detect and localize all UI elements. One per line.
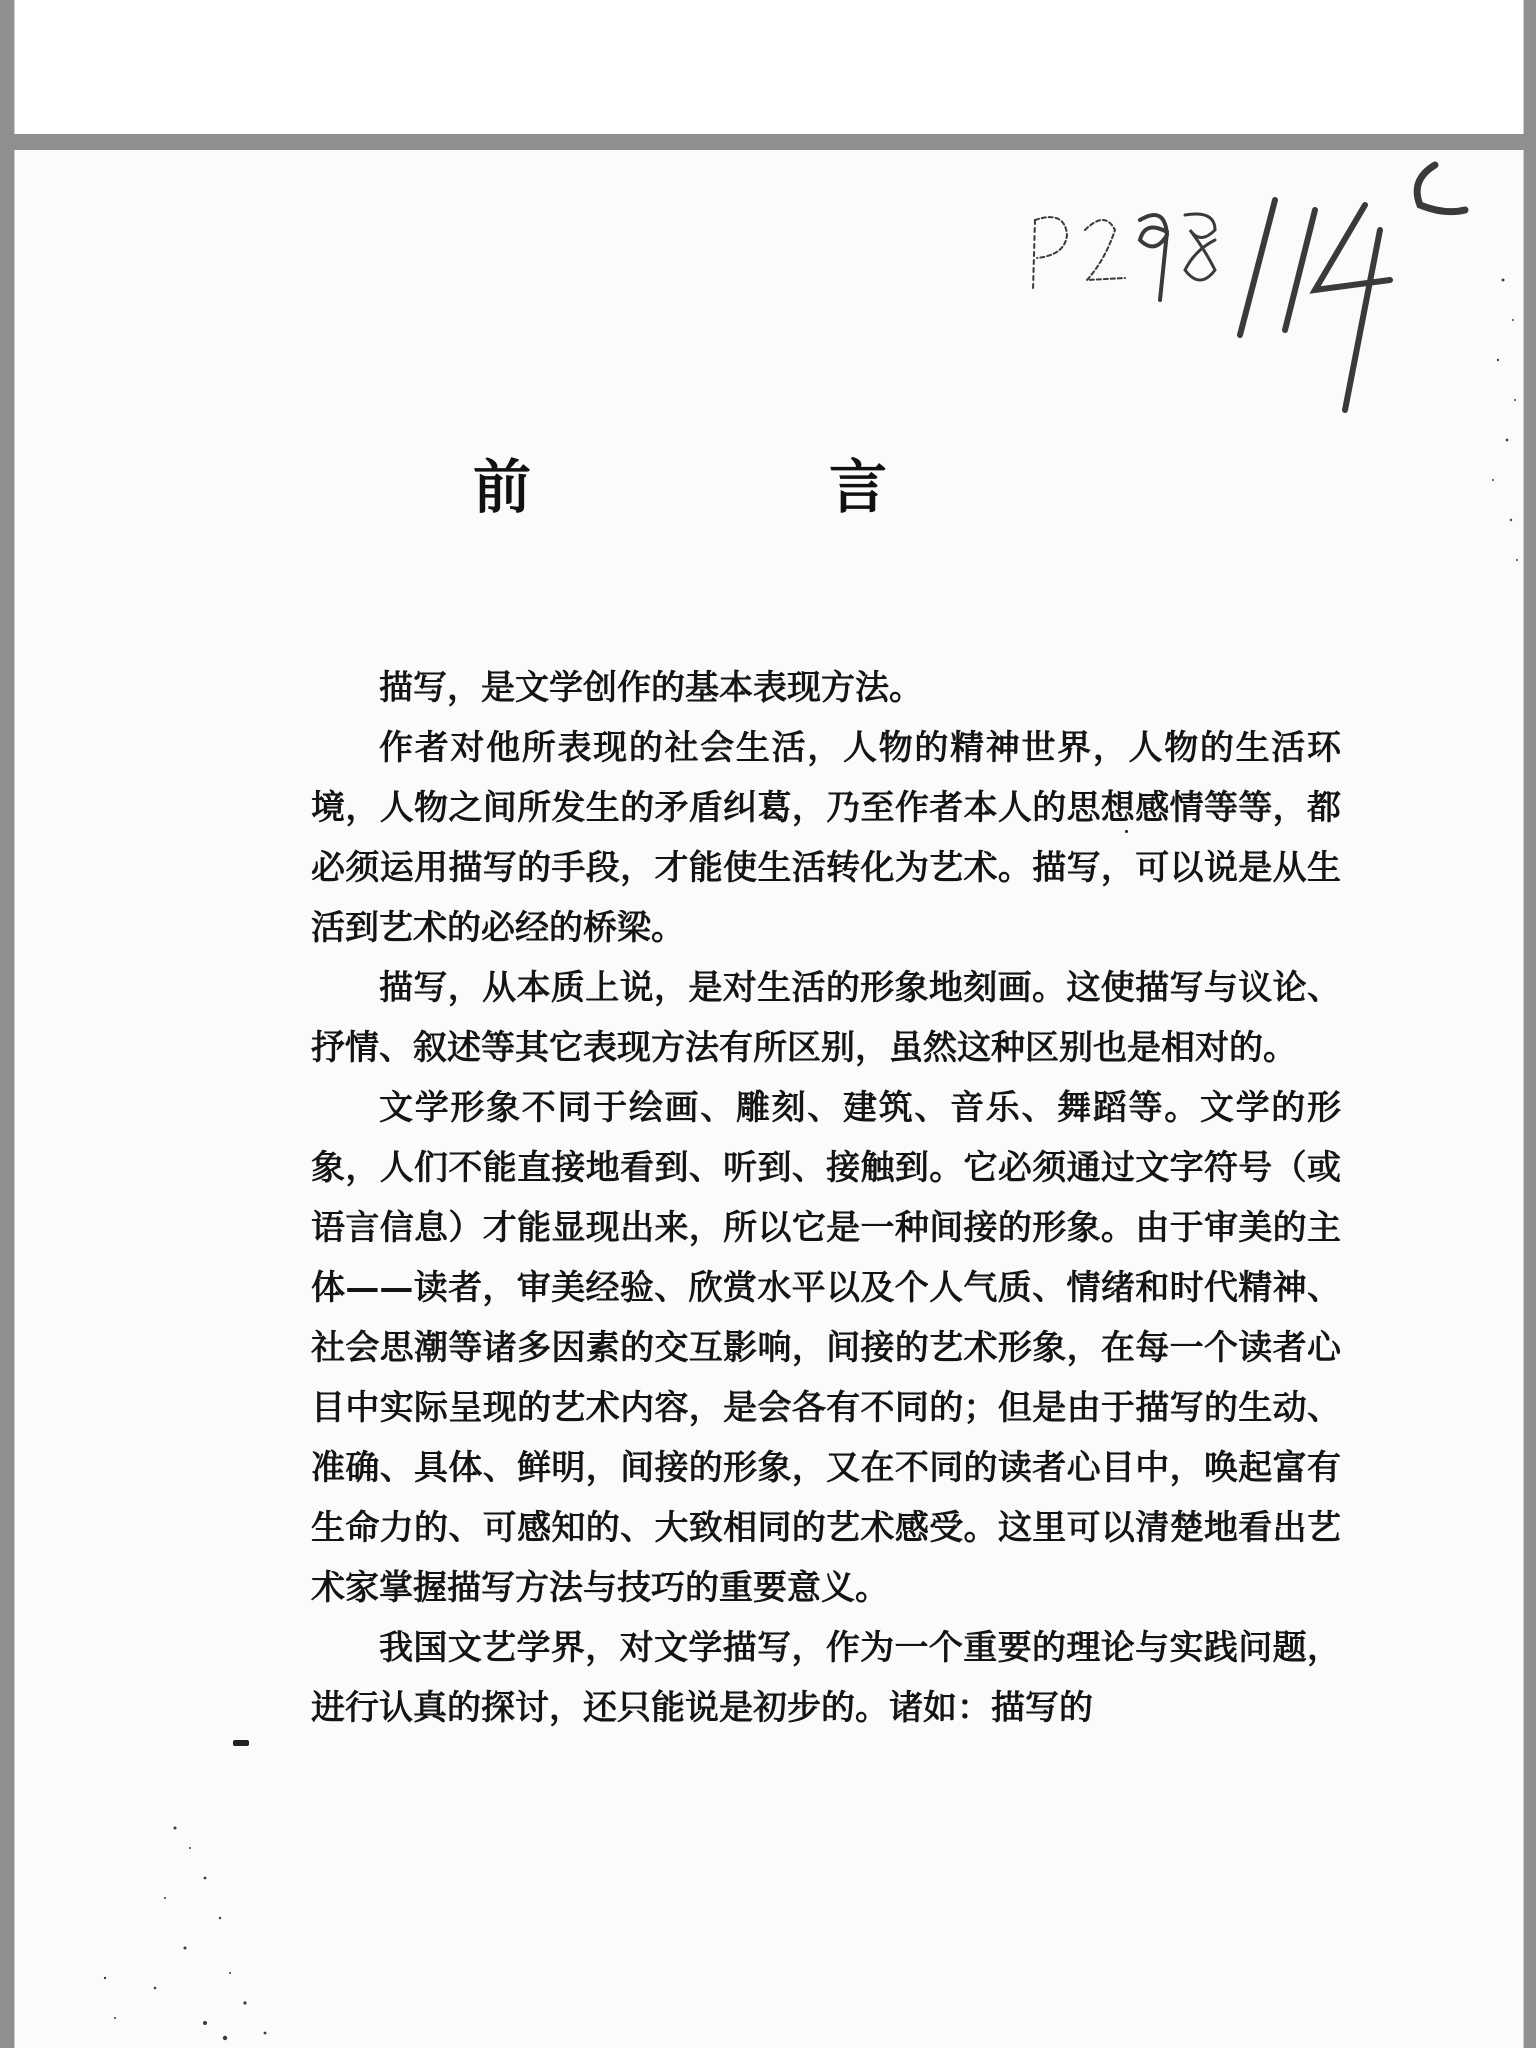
handwritten-note-image (1015, 160, 1475, 460)
scan-speck (1125, 830, 1128, 833)
paragraph-5: 我国文艺学界，对文学描写，作为一个重要的理论与实践问题，进行认真的探讨，还只能说是初步的。诸如：描写的 (311, 1628, 1341, 1728)
scanned-page (14, 150, 1524, 2048)
preface-body (311, 658, 1341, 1738)
scan-edge-noise (1443, 260, 1523, 660)
paragraph-3: 描写，从本质上说，是对生活的形象地刻画。这使描写与议论、抒情、叙述等其它表现方法有所区别，虽然这种区别也是相对的。 (311, 968, 1341, 1068)
scan-corner-noise (15, 1788, 435, 2048)
previous-page (14, 0, 1524, 134)
paragraph-4: 文学形象不同于绘画、雕刻、建筑、音乐、舞蹈等。文学的形象，人们不能直接地看到、听到、接触到。它必须通过文字符号（或语言信息）才能显现出来，所以它是一种间接的形象。由于审美的主体——读者，审美经验、欣赏水平以及个人气质、情绪和时代精神、社会思潮等诸多因素的交互影响，间接的艺术形象，在每一个读者心目中实际呈现的艺术内容，是会各有不同的；但是由于描写的生动、准确、具体、鲜明，间接的形象，又在不同的读者心目中，唤起富有生命力的、可感知的、大致相同的艺术感受。这里可以清楚地看出艺术家掌握描写方法与技巧的重要意义。 (311, 1088, 1341, 1608)
scan-speck (233, 1740, 249, 1746)
paragraph-2: 作者对他所表现的社会生活，人物的精神世界，人物的生活环境，人物之间所发生的矛盾纠葛，乃至作者本人的思想感情等等，都必须运用描写的手段，才能使生活转化为艺术。描写，可以说是从生活到艺术的必经的桥梁。 (311, 728, 1341, 948)
page-title: 前 言 (472, 453, 1007, 521)
paragraph-1: 描写，是文学创作的基本表现方法。 (379, 668, 923, 708)
